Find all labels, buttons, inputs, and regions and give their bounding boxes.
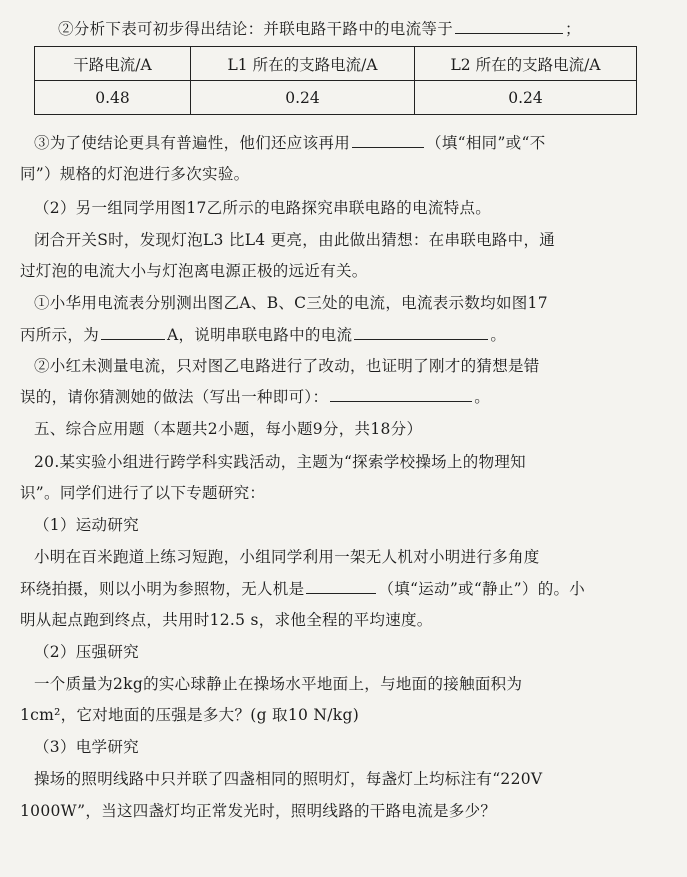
part2-guess-text-a: 闭合开关S时，发现灯泡L3 比L4 更亮，由此做出猜想：在串联电路中，通 bbox=[34, 231, 556, 249]
sub1-text-a: 小明在百米跑道上练习短跑，小组同学利用一架无人机对小明进行多角度 bbox=[34, 548, 540, 566]
sub1-line-2 bbox=[20, 578, 585, 600]
q3-text-b: （填“相同”或“不 bbox=[426, 134, 546, 152]
sub3-title-text: （3）电学研究 bbox=[34, 738, 139, 756]
current-table bbox=[34, 46, 637, 115]
sub1-line-1 bbox=[34, 546, 540, 568]
q20-line-1 bbox=[34, 451, 526, 473]
answer-blank[interactable] bbox=[101, 324, 165, 340]
q2-end-text: ； bbox=[565, 20, 581, 38]
part2-intro bbox=[34, 197, 491, 219]
sub2-title-text: （2）压强研究 bbox=[34, 643, 139, 661]
q3-text-a: ③为了使结论更具有普遍性，他们还应该再用 bbox=[34, 134, 351, 152]
part2-q2-text-b1: 误的，请你猜测她的做法（写出一种即可）： bbox=[20, 388, 329, 406]
section-5-heading bbox=[34, 418, 422, 440]
part2-q1-text-b1: 丙所示，为 bbox=[20, 326, 100, 344]
sub1-title bbox=[34, 514, 139, 536]
sub1-text-c: 明从起点跑到终点，共用时12.5 s，求他全程的平均速度。 bbox=[20, 611, 433, 629]
sub2-text-a: 一个质量为2kg的实心球静止在操场水平地面上，与地面的接触面积为 bbox=[34, 675, 523, 693]
part2-guess-line-2 bbox=[20, 260, 368, 282]
part2-q2-text-a: ②小红未测量电流，只对图乙电路进行了改动，也证明了刚才的猜想是错 bbox=[34, 357, 540, 375]
sub3-title bbox=[34, 736, 139, 758]
part2-q2-text-b2: 。 bbox=[474, 388, 491, 406]
sub2-line-1 bbox=[34, 673, 522, 695]
part2-q1-line-2 bbox=[20, 324, 506, 346]
answer-blank[interactable] bbox=[306, 578, 376, 594]
q20-text-a: 20.某实验小组进行跨学科实践活动，主题为“探索学校操场上的物理知 bbox=[34, 453, 526, 471]
q20-text-b: 识”。同学们进行了以下专题研究： bbox=[20, 484, 266, 502]
table-header: L2 所在的支路电流/A bbox=[415, 47, 637, 81]
q3-text-c: 同”）规格的灯泡进行多次实验。 bbox=[20, 165, 250, 183]
sub1-text-b1: 环绕拍摄，则以小明为参照物，无人机是 bbox=[20, 580, 305, 598]
q3-line-2 bbox=[20, 163, 249, 185]
sub2-title bbox=[34, 641, 139, 663]
sub1-text-b2: （填“运动”或“静止”）的。小 bbox=[378, 580, 586, 598]
q20-line-2 bbox=[20, 482, 265, 504]
part2-q1-line-1 bbox=[34, 292, 548, 314]
part2-intro-text: （2）另一组同学用图17乙所示的电路探究串联电路的电流特点。 bbox=[34, 199, 492, 217]
part2-q2-line-1 bbox=[34, 355, 540, 377]
table-row bbox=[35, 81, 637, 115]
part2-q1-text-a: ①小华用电流表分别测出图乙A、B、C三处的电流，电流表示数均如图17 bbox=[34, 294, 548, 312]
table-header: L1 所在的支路电流/A bbox=[191, 47, 415, 81]
part2-guess-line-1 bbox=[34, 229, 555, 251]
table-header: 干路电流/A bbox=[35, 47, 191, 81]
part2-guess-text-b: 过灯泡的电流大小与灯泡离电源正极的远近有关。 bbox=[20, 262, 368, 280]
q2-conclusion-line bbox=[58, 18, 581, 40]
sub1-title-text: （1）运动研究 bbox=[34, 516, 139, 534]
table-cell: 0.24 bbox=[415, 81, 637, 115]
answer-blank[interactable] bbox=[354, 324, 488, 340]
answer-blank[interactable] bbox=[352, 132, 424, 148]
sub3-line-2 bbox=[20, 800, 496, 822]
table-cell: 0.48 bbox=[35, 81, 191, 115]
part2-q2-line-2 bbox=[20, 386, 490, 408]
part2-q1-text-b3: 。 bbox=[490, 326, 507, 344]
answer-blank[interactable] bbox=[455, 18, 563, 34]
section-5-title: 五、综合应用题（本题共2小题，每小题9分，共18分） bbox=[34, 420, 423, 438]
q2-conclusion-text: ②分析下表可初步得出结论：并联电路干路中的电流等于 bbox=[58, 20, 454, 38]
table-cell: 0.24 bbox=[191, 81, 415, 115]
sub1-line-3 bbox=[20, 609, 433, 631]
table-header-row bbox=[35, 47, 637, 81]
answer-blank[interactable] bbox=[330, 386, 472, 402]
sub3-text-b: 1000W”，当这四盏灯均正常发光时，照明线路的干路电流是多少？ bbox=[20, 802, 497, 820]
sub2-line-2 bbox=[20, 704, 359, 726]
sub3-text-a: 操场的照明线路中只并联了四盏相同的照明灯，每盏灯上均标注有“220V bbox=[34, 770, 543, 788]
sub2-text-b: 1cm²，它对地面的压强是多大？(g 取10 N/kg) bbox=[20, 706, 360, 724]
part2-q1-text-b2: A，说明串联电路中的电流 bbox=[167, 326, 353, 344]
q3-line-1 bbox=[34, 132, 546, 154]
sub3-line-1 bbox=[34, 768, 542, 790]
